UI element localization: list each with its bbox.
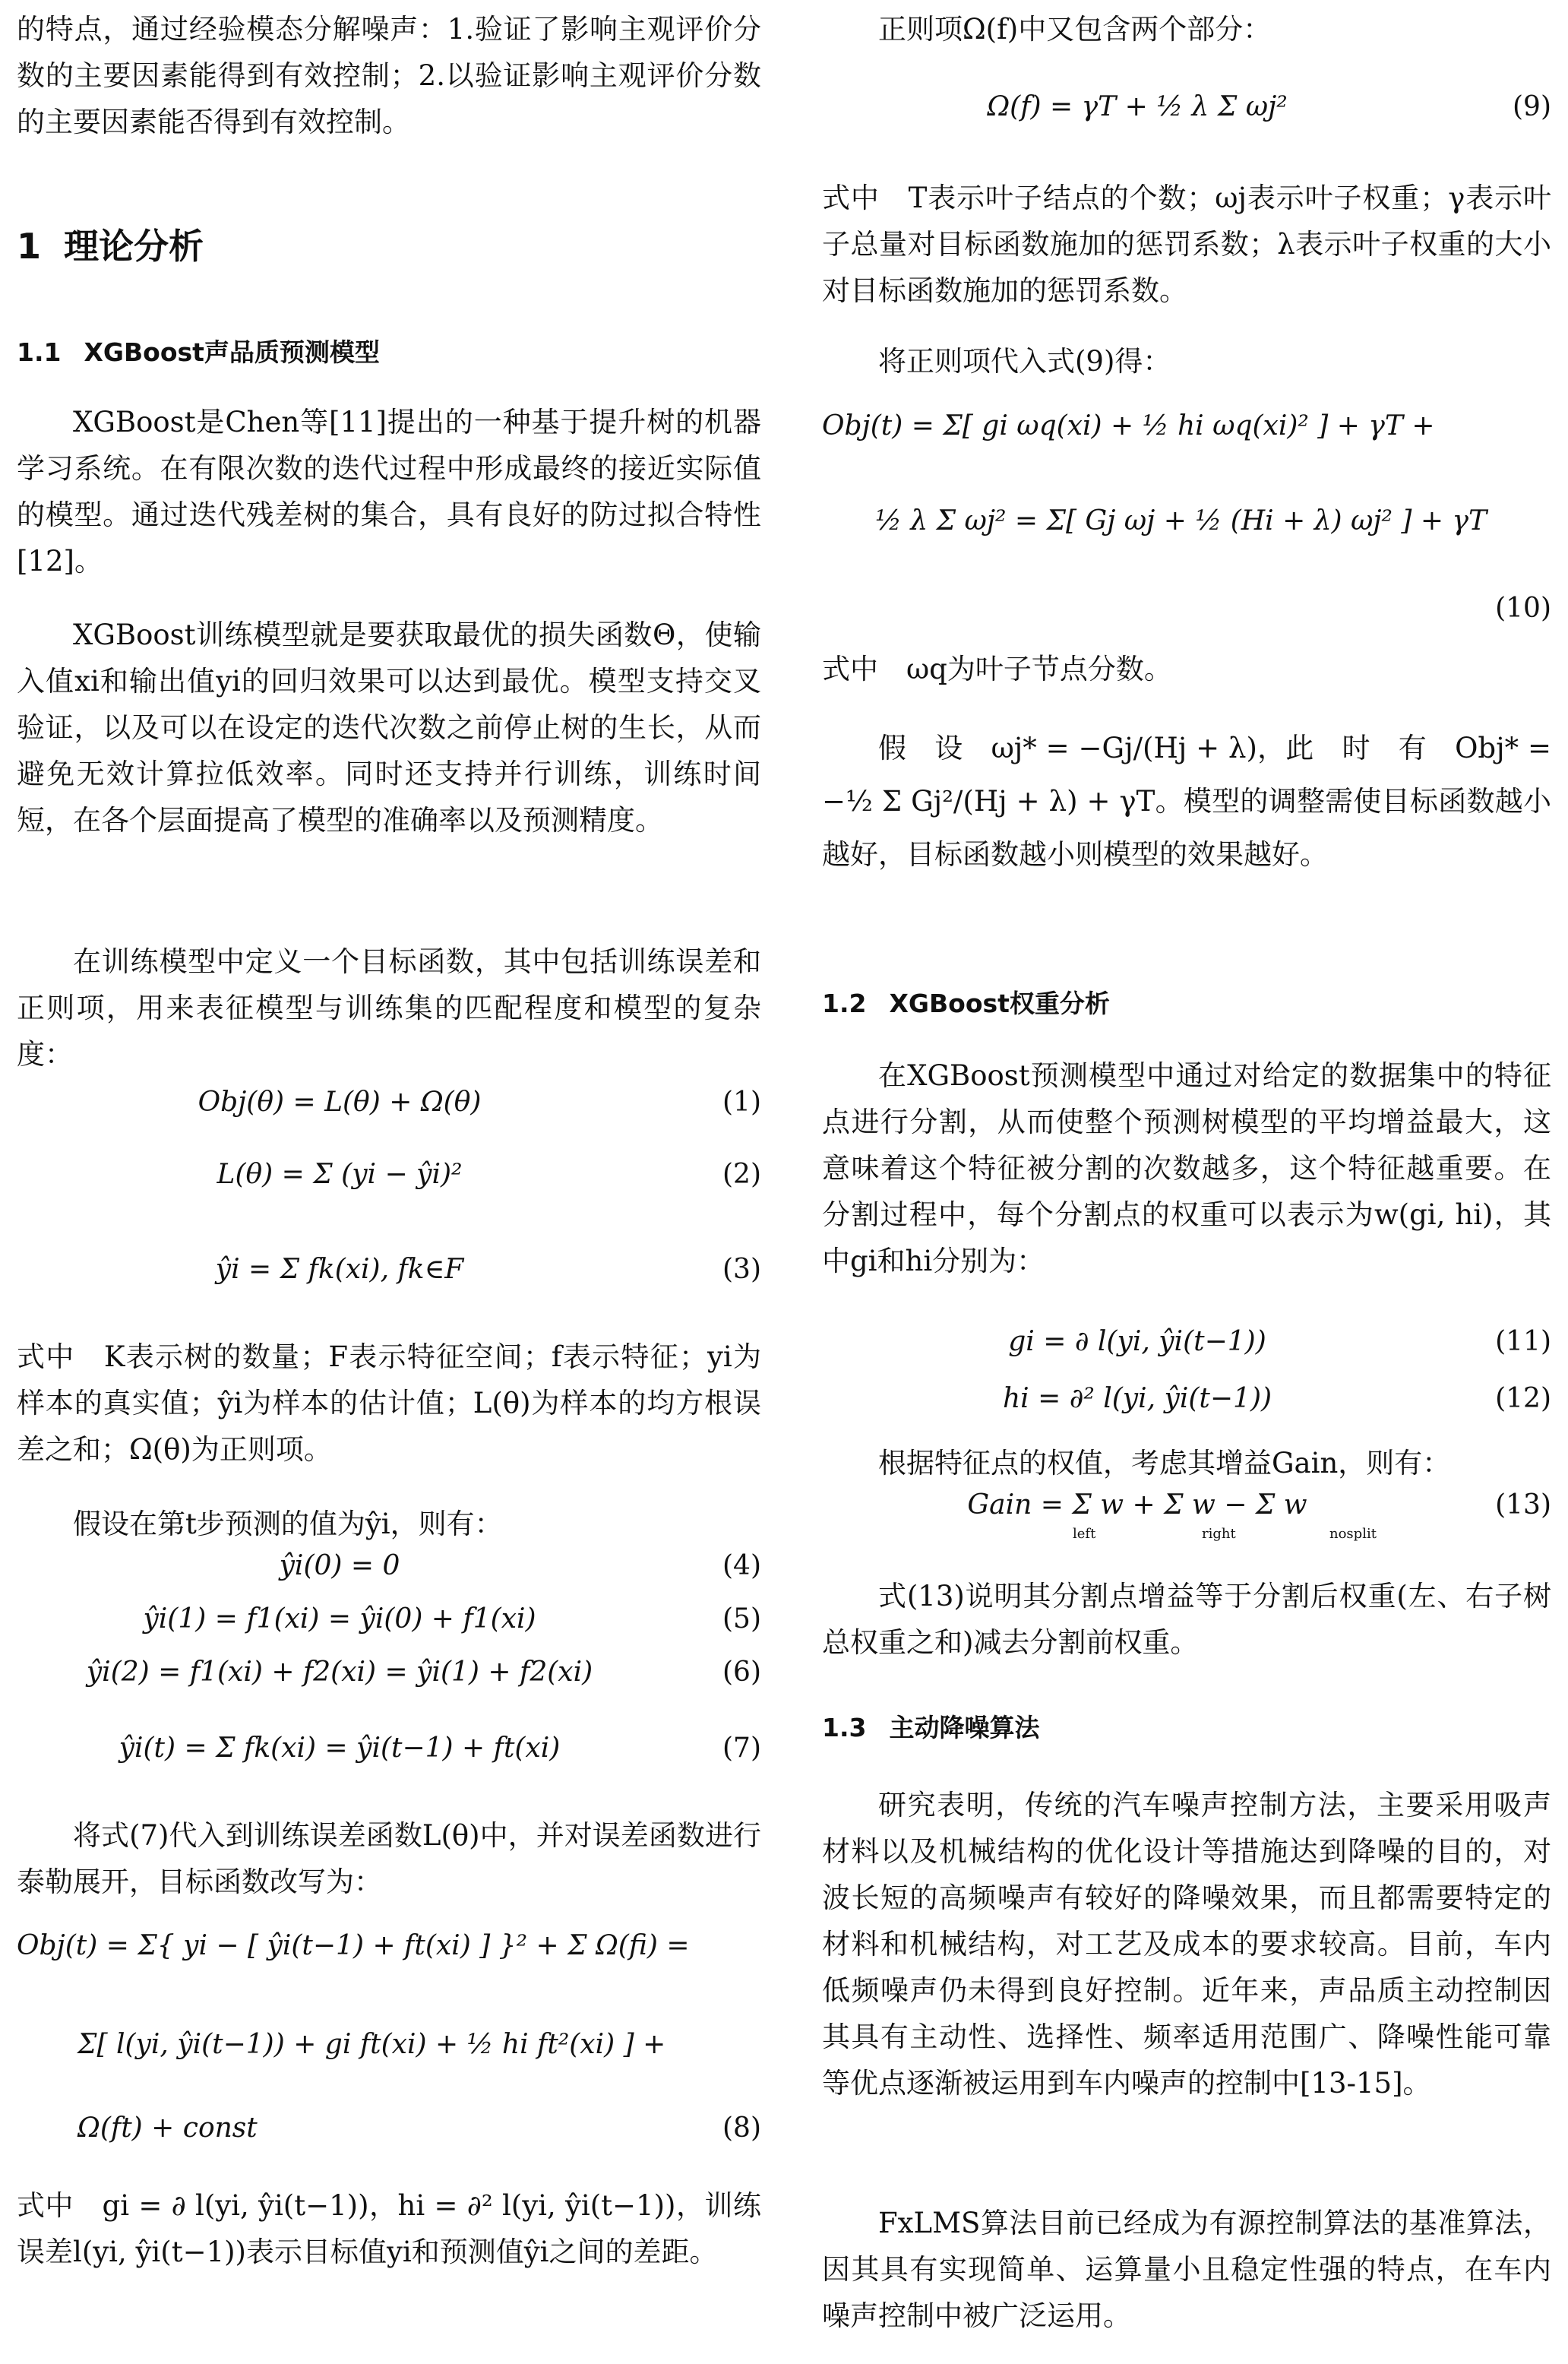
equation-13-sub-left: left	[1073, 1526, 1096, 1542]
equation-9-label: (9)	[1513, 91, 1551, 122]
subsection-1-2-heading	[822, 984, 1110, 1020]
para-assume-t: 假设在第t步预测的值为ŷi，则有：	[73, 1508, 503, 1540]
para-xgb-train: XGBoost训练模型就是要获取最优的损失函数Θ，使输入值xi和输出值yi的回归效果可以达到最优。模型支持交叉验证，以及可以在设定的迭代次数之前停止树的生长，从而避免无效计算拉低效率。同时还支持并行训练，训练时间短，在各个层面提高了模型的准确率以及预测精度。	[17, 619, 761, 837]
equation-8-line-3	[17, 2112, 761, 2158]
equation-8-line-3-expr: Ω(ft) + const	[77, 2112, 258, 2144]
equation-11-expr: gi = ∂ l(yi, ŷi(t−1))	[1008, 1326, 1266, 1357]
equation-8-line-1-expr: Obj(t) = Σ{ yi − [ ŷi(t−1) + ft(xi) ] }² + Σ Ω(fi) =	[17, 1930, 690, 1961]
equation-2-expr: L(θ) = Σ (yi − ŷi)²	[217, 1159, 463, 1190]
subsection-number: 1.3	[822, 1713, 867, 1742]
para-regular: 正则项Ω(f)中又包含两个部分：	[878, 13, 1272, 46]
equation-12-label: (12)	[1495, 1383, 1551, 1414]
equation-5	[17, 1603, 761, 1649]
section-1-heading	[17, 219, 204, 269]
subsection-number: 1.2	[822, 989, 867, 1018]
equation-12-expr: hi = ∂² l(yi, ŷi(t−1))	[1002, 1383, 1272, 1414]
para-where-g: 式中 gi = ∂ l(yi, ŷi(t−1))，hi = ∂² l(yi, ŷi(t−1))，训练误差l(yi, ŷi(t−1))表示目标值yi和预测值ŷi之间的差距。	[17, 2189, 761, 2268]
para-where-K: 式中 K表示树的数量；F表示特征空间；f表示特征；yi为样本的真实值；ŷi为样本的估计值；L(θ)为样本的均方根误差之和；Ω(θ)为正则项。	[17, 1340, 761, 1466]
equation-10-line-1-expr: Obj(t) = Σ[ gi ωq(xi) + ½ hi ωq(xi)² ] + γT +	[822, 410, 1435, 441]
para-xgb-intro: XGBoost是Chen等[11]提出的一种基于提升树的机器学习系统。在有限次数的迭代过程中形成最终的接近实际值的模型。通过迭代残差树的集合，具有良好的防过拟合特性[12]。	[17, 406, 761, 578]
equation-11-label: (11)	[1495, 1326, 1551, 1357]
equation-9	[822, 91, 1551, 137]
equation-1-label: (1)	[722, 1087, 761, 1118]
para-gain: 根据特征点的权值，考虑其增益Gain，则有：	[878, 1447, 1451, 1479]
equation-13-sub-right: right	[1202, 1526, 1236, 1542]
para-eq13: 式(13)说明其分割点增益等于分割后权重(左、右子树总权重之和)减去分割前权重。	[822, 1580, 1551, 1659]
equation-10-line-2-expr: ½ λ Σ ωj² = Σ[ Gj ωj + ½ (Hi + λ) ωj² ] + γT	[875, 505, 1487, 536]
equation-13-expr: Gain = Σ w + Σ w − Σ w	[967, 1489, 1307, 1521]
equation-6	[17, 1657, 761, 1702]
subsection-title: XGBoost声品质预测模型	[84, 337, 380, 367]
equation-13-sub-nosplit: nosplit	[1329, 1526, 1377, 1542]
equation-3	[17, 1254, 761, 1299]
equation-9-expr: Ω(f) = γT + ½ λ Σ ωj²	[987, 91, 1288, 122]
para-objective: 在训练模型中定义一个目标函数，其中包括训练误差和正则项，用来表征模型与训练集的匹配程度和模型的复杂度：	[17, 945, 761, 1071]
equation-1-expr: Obj(θ) = L(θ) + Ω(θ)	[198, 1087, 482, 1118]
equation-10-label: (10)	[1495, 593, 1551, 624]
equation-13	[822, 1489, 1551, 1558]
para-assume-opt: 假 设 ωj* = −Gj/(Hj + λ)，此 时 有 Obj* = −½ Σ Gj²/(Hj + λ) + γT。模型的调整需使目标函数越小越好，目标函数越小则模型的效果越好。	[822, 732, 1551, 871]
equation-4	[17, 1550, 761, 1596]
para-fxlms: FxLMS算法目前已经成为有源控制算法的基准算法，因其具有实现简单、运算量小且稳定性强的特点，在车内噪声控制中被广泛运用。	[822, 2207, 1551, 2332]
equation-13-label: (13)	[1495, 1489, 1551, 1521]
para-where-T: 式中 T表示叶子结点的个数；ωj表示叶子权重；γ表示叶子总量对目标函数施加的惩罚系数；λ表示叶子权重的大小对目标函数施加的惩罚系数。	[822, 182, 1551, 307]
equation-8-line-2-expr: Σ[ l(yi, ŷi(t−1)) + gi ft(xi) + ½ hi ft²(xi) ] +	[77, 2029, 666, 2060]
subsection-1-3-heading	[822, 1708, 1039, 1744]
para-sub9: 将正则项代入式(9)得：	[878, 345, 1171, 378]
subsection-1-1-heading	[17, 333, 380, 369]
para-research: 研究表明，传统的汽车噪声控制方法，主要采用吸声材料以及机械结构的优化设计等措施达到降噪的目的，对波长短的高频噪声有较好的降噪效果，而且都需要特定的材料和机械结构，对工艺及成本的要求较高。目前，车内低频噪声仍未得到良好控制。近年来，声品质主动控制因其具有主动性、选择性、频率适用范围广、降噪性能可靠等优点逐渐被运用到车内噪声的控制中[13-15]。	[822, 1789, 1551, 2100]
para-where-omega: 式中 ωq为叶子节点分数。	[822, 653, 1172, 685]
equation-6-label: (6)	[722, 1657, 761, 1688]
equation-8-line-1	[17, 1930, 761, 1976]
equation-7-expr: ŷi(t) = Σ fk(xi) = ŷi(t−1) + ft(xi)	[119, 1733, 561, 1764]
subsection-title: 主动降噪算法	[889, 1713, 1040, 1742]
equation-2	[17, 1159, 761, 1204]
equation-12	[822, 1383, 1551, 1429]
para-weight: 在XGBoost预测模型中通过对给定的数据集中的特征点进行分割，从而使整个预测树模型的平均增益最大，这意味着这个特征被分割的次数越多，这个特征越重要。在分割过程中，每个分割点的权重可以表示为w(gi, hi)，其中gi和hi分别为：	[822, 1059, 1551, 1277]
equation-5-label: (5)	[722, 1603, 761, 1635]
equation-8-label: (8)	[722, 2112, 761, 2144]
subsection-title: XGBoost权重分析	[889, 989, 1110, 1018]
equation-5-expr: ŷi(1) = f1(xi) = ŷi(0) + f1(xi)	[143, 1603, 536, 1635]
intro-paragraph: 的特点，通过经验模态分解噪声：1.验证了影响主观评价分数的主要因素能得到有效控制；2.以验证影响主观评价分数的主要因素能否得到有效控制。	[17, 13, 761, 138]
equation-3-expr: ŷi = Σ fk(xi), fk∈F	[215, 1254, 464, 1285]
equation-10-line-1	[822, 410, 1551, 456]
equation-11	[822, 1326, 1551, 1372]
section-number: 1	[17, 226, 42, 267]
equation-6-expr: ŷi(2) = f1(xi) + f2(xi) = ŷi(1) + f2(xi)	[86, 1657, 593, 1688]
equation-4-label: (4)	[722, 1550, 761, 1581]
equation-4-expr: ŷi(0) = 0	[279, 1550, 400, 1581]
equation-10-line-2	[822, 505, 1551, 551]
section-title: 理论分析	[64, 226, 204, 267]
equation-7	[17, 1733, 761, 1778]
subsection-number: 1.1	[17, 337, 62, 367]
equation-1	[17, 1087, 761, 1132]
equation-8-line-2	[17, 2029, 761, 2074]
para-substitute: 将式(7)代入到训练误差函数L(θ)中，并对误差函数进行泰勒展开，目标函数改写为：	[17, 1819, 761, 1898]
equation-7-label: (7)	[722, 1733, 761, 1764]
equation-2-label: (2)	[722, 1159, 761, 1190]
equation-3-label: (3)	[722, 1254, 761, 1285]
